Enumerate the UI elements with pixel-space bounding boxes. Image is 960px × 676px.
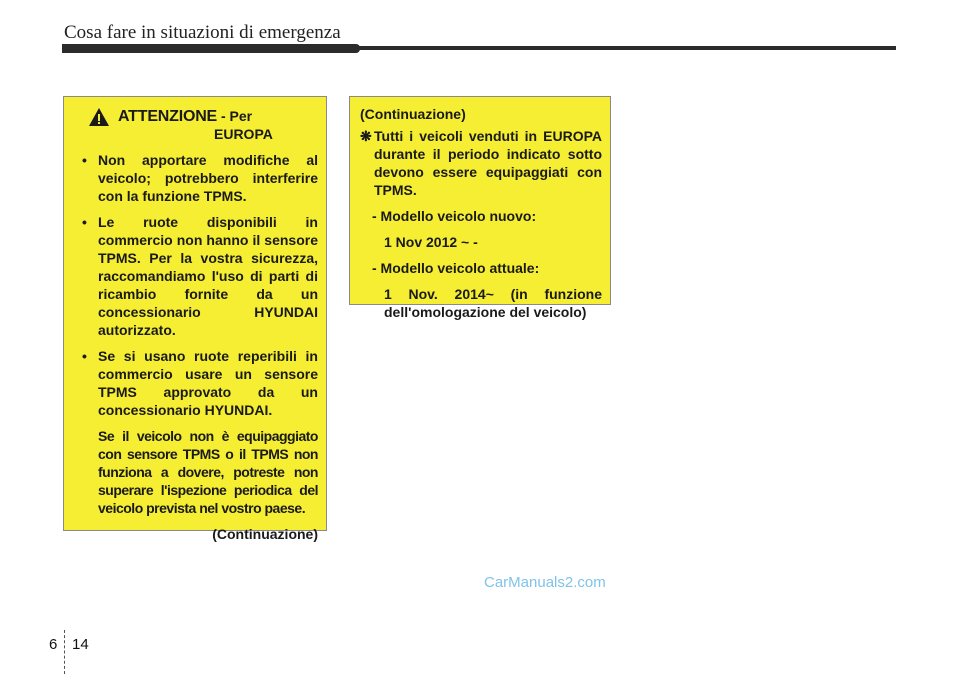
watermark-link[interactable]: CarManuals2.com [484,574,606,591]
header-rule [62,46,896,50]
warning-continuation: (Continuazione) [212,526,318,542]
star-note-text: Tutti i veicoli venduti in EUROPA durante il periodo indicato sotto devono essere equipaggiati con TPMS. [374,128,602,198]
continuation-heading: (Continuazione) [360,106,466,122]
warning-bullet: • Non apportare modifiche al veicolo; potrebbero interferire con la funzione TPMS. [74,151,318,205]
warning-box [63,96,327,542]
warning-subtitle-line1: - Per [220,108,253,124]
warning-paragraph: Se il veicolo non è equipaggiato con sensore TPMS o il TPMS non funziona a dovere, potreste non superare l'ispezione periodica del veicolo prevista nel vostro paese. [98,428,318,516]
warning-bullet: • Le ruote disponibili in commercio non hanno il sensore TPMS. Per la vostra sicurezza, raccomandiamo l'uso di parti di ricambio fornite da un concessionario HYUNDAI autorizzato. [74,213,318,339]
chapter-number: 6 [49,636,58,653]
star-note-icon: ❋ [360,128,372,144]
page-number: 14 [72,636,89,653]
page-divider [64,630,65,674]
current-model-label: - Modello veicolo attuale: [372,260,540,276]
star-note [360,127,602,199]
warning-bullet: • Se si usano ruote reperibili in commercio usare un sensore TPMS approvato da un concessionario HYUNDAI. [74,347,318,419]
warning-title: ATTENZIONE [118,108,218,125]
current-model-value: 1 Nov. 2014~ (in funzione dell'omologazione del veicolo) [384,286,602,320]
new-model-label: - Modello veicolo nuovo: [372,208,537,224]
warning-header [74,107,318,127]
continuation-box [349,96,611,320]
warning-triangle-icon [88,107,110,127]
warning-subtitle-line2: EUROPA [214,126,273,142]
new-model-value: 1 Nov 2012 ~ - [384,234,478,250]
header-title: Cosa fare in situazioni di emergenza [64,22,341,43]
warning-bullet-list [74,151,318,419]
